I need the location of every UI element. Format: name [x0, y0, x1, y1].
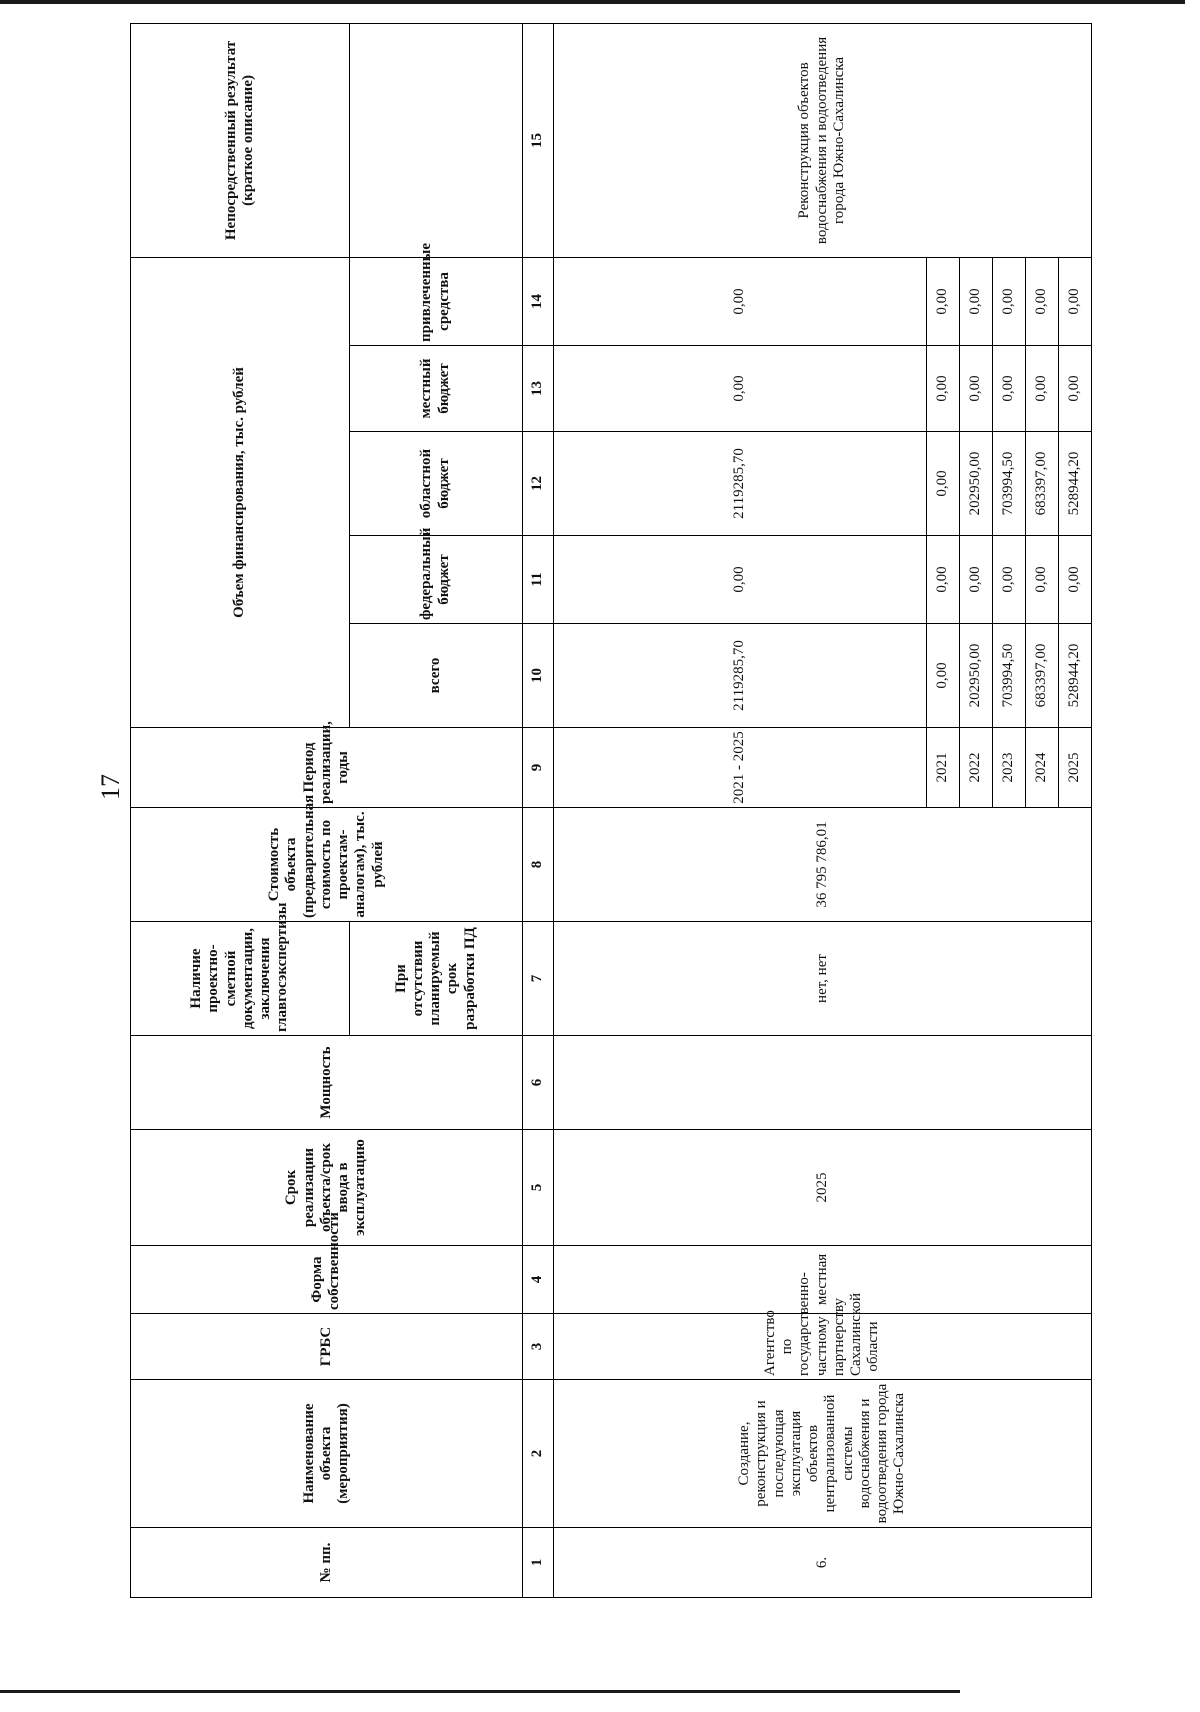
header-power: Мощность	[131, 1036, 523, 1130]
federal-cell: 0,00	[553, 536, 926, 624]
total-cell: 2119285,70	[553, 624, 926, 728]
year-local-cell: 0,00	[992, 346, 1025, 432]
header-cost: Стоимость объекта (предварительная стоимость по проектам-аналогам), тыс. рублей	[131, 808, 523, 922]
year-cell: 2022	[959, 728, 992, 808]
year-regional-cell: 202950,00	[959, 432, 992, 536]
scan-edge-top	[0, 0, 1185, 4]
header-attracted: привлеченные средства	[349, 257, 522, 345]
column-number: 4	[522, 1246, 553, 1314]
year-federal-cell: 0,00	[992, 536, 1025, 624]
year-attracted-cell: 0,00	[959, 257, 992, 345]
header-result: Непосредственный результат (краткое описание)	[131, 23, 350, 257]
header-result-sub	[349, 23, 522, 257]
header-row-1	[131, 23, 350, 1597]
year-local-cell: 0,00	[1025, 346, 1058, 432]
header-funding-group: Объем финансирования, тыс. рублей	[131, 257, 350, 727]
object-name: Создание, реконструкция и последующая эксплуатация объектов централизованной системы водоснабжения и водоотведения города Южно-Сахалинска	[553, 1380, 1091, 1528]
year-cell: 2024	[1025, 728, 1058, 808]
year-regional-cell: 528944,20	[1058, 432, 1091, 536]
scan-edge-bottom	[0, 1690, 960, 1693]
header-local: местный бюджет	[349, 346, 522, 432]
year-total-cell: 202950,00	[959, 624, 992, 728]
column-number: 12	[522, 432, 553, 536]
column-number: 15	[522, 23, 553, 257]
year-federal-cell: 0,00	[926, 536, 959, 624]
row-number: 6.	[553, 1528, 1091, 1598]
year-attracted-cell: 0,00	[1025, 257, 1058, 345]
year-federal-cell: 0,00	[1025, 536, 1058, 624]
year-regional-cell: 683397,00	[1025, 432, 1058, 536]
column-number: 3	[522, 1314, 553, 1380]
column-number: 7	[522, 922, 553, 1036]
year-local-cell: 0,00	[1058, 346, 1091, 432]
cost-cell: 36 795 786,01	[553, 808, 1091, 922]
psd-cell: нет, нет	[553, 922, 1091, 1036]
column-number: 8	[522, 808, 553, 922]
header-regional: областной бюджет	[349, 432, 522, 536]
header-federal: федеральный бюджет	[349, 536, 522, 624]
year-attracted-cell: 0,00	[992, 257, 1025, 345]
power-cell	[553, 1036, 1091, 1130]
header-psd-sub: При отсутствии планируемый срок разработки ПД	[349, 922, 522, 1036]
ownership-cell: местная	[553, 1246, 1091, 1314]
year-attracted-cell: 0,00	[926, 257, 959, 345]
investment-table	[130, 23, 1092, 1598]
column-number: 14	[522, 257, 553, 345]
column-number-row	[522, 23, 553, 1597]
year-cell: 2023	[992, 728, 1025, 808]
grbs-cell: Агентство по государственно-частному партнерству Сахалинской области	[553, 1314, 1091, 1380]
year-regional-cell: 0,00	[926, 432, 959, 536]
period-cell: 2021 - 2025	[553, 728, 926, 808]
column-number: 9	[522, 728, 553, 808]
table-row	[553, 23, 926, 1597]
column-number: 13	[522, 346, 553, 432]
column-number: 10	[522, 624, 553, 728]
column-number: 5	[522, 1130, 553, 1246]
year-federal-cell: 0,00	[1058, 536, 1091, 624]
header-num: № пп.	[131, 1528, 523, 1598]
attracted-cell: 0,00	[553, 257, 926, 345]
rotated-table-sheet	[130, 24, 1092, 1598]
header-name: Наименование объекта (мероприятия)	[131, 1380, 523, 1528]
year-total-cell: 0,00	[926, 624, 959, 728]
year-cell: 2025	[1058, 728, 1091, 808]
header-ownership: Форма собственности	[131, 1246, 523, 1314]
result-cell: Реконструкция объектов водоснабжения и водоотведения города Южно-Сахалинска	[553, 23, 1091, 257]
column-number: 6	[522, 1036, 553, 1130]
year-local-cell: 0,00	[926, 346, 959, 432]
header-total: всего	[349, 624, 522, 728]
year-regional-cell: 703994,50	[992, 432, 1025, 536]
column-number: 1	[522, 1528, 553, 1598]
local-cell: 0,00	[553, 346, 926, 432]
page-number: 17	[96, 774, 125, 800]
year-cell: 2021	[926, 728, 959, 808]
column-number: 11	[522, 536, 553, 624]
column-number: 2	[522, 1380, 553, 1528]
year-total-cell: 703994,50	[992, 624, 1025, 728]
header-psd: Наличие проектно-сметной документации, заключения главгосэкспертизы	[131, 922, 350, 1036]
deadline-cell: 2025	[553, 1130, 1091, 1246]
year-total-cell: 528944,20	[1058, 624, 1091, 728]
year-attracted-cell: 0,00	[1058, 257, 1091, 345]
header-period: Период реализации, годы	[131, 728, 523, 808]
header-deadline: Срок реализации объекта/срок ввода в эксплуатацию	[131, 1130, 523, 1246]
year-federal-cell: 0,00	[959, 536, 992, 624]
header-grbs: ГРБС	[131, 1314, 523, 1380]
year-total-cell: 683397,00	[1025, 624, 1058, 728]
regional-cell: 2119285,70	[553, 432, 926, 536]
year-local-cell: 0,00	[959, 346, 992, 432]
